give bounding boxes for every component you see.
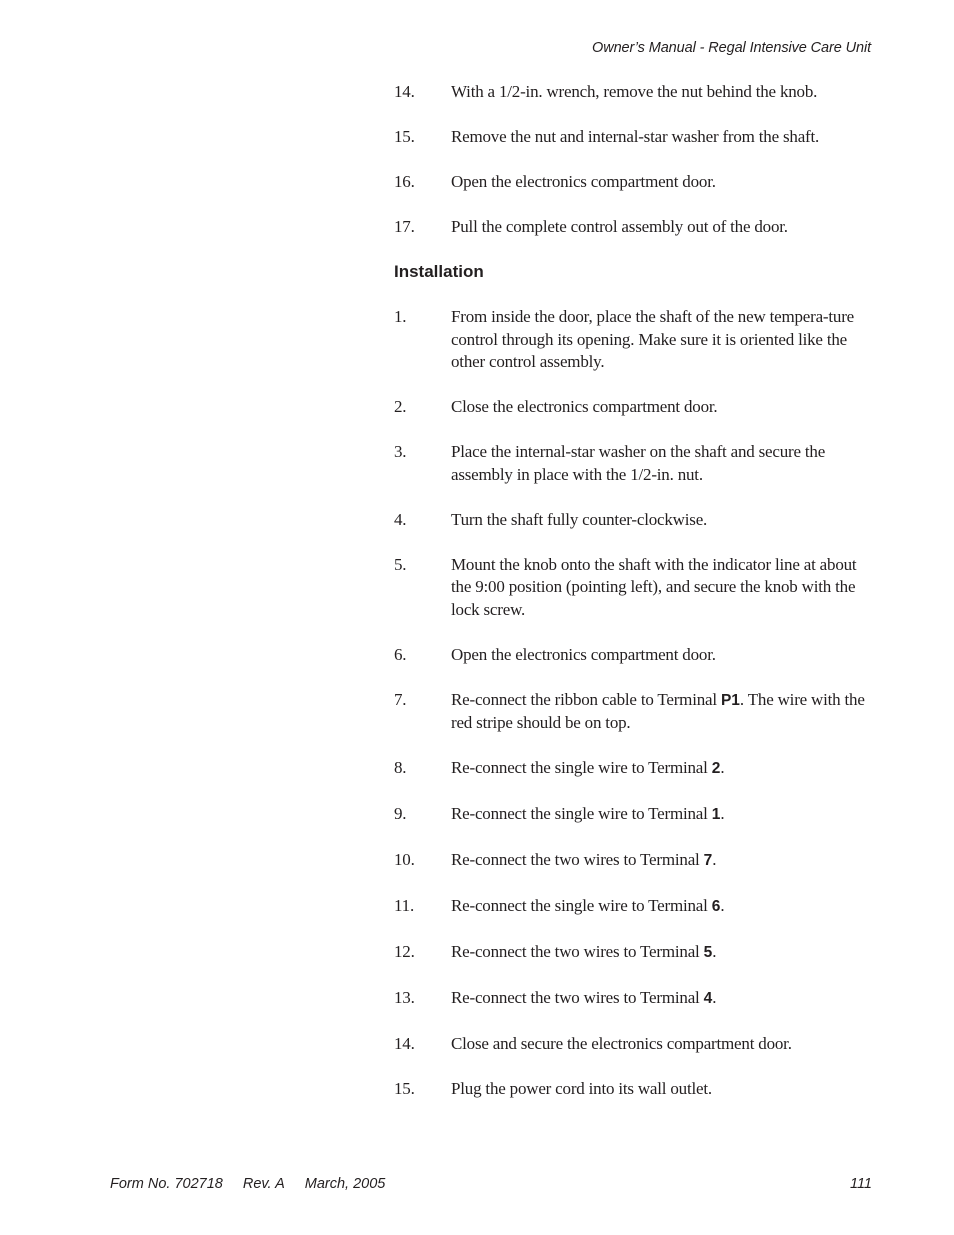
list-item	[394, 1078, 874, 1101]
list-item	[394, 644, 874, 667]
step-number: 14.	[394, 82, 415, 101]
step-number: 14.	[394, 1034, 415, 1053]
step-number: 4.	[394, 509, 407, 529]
step-number: 9.	[394, 804, 407, 823]
publication-date: March, 2005	[304, 1176, 386, 1192]
step-text: With a 1/2-in. wrench, remove the nut behind the knob.	[451, 82, 818, 101]
list-item	[394, 126, 874, 149]
terminal-label: 2	[711, 760, 721, 777]
step-text-suffix: .	[720, 896, 725, 915]
step-number: 6.	[394, 644, 407, 664]
step-text-suffix: .	[720, 804, 725, 823]
step-number: 10.	[394, 850, 415, 869]
list-item	[394, 803, 874, 827]
step-number: 12.	[394, 942, 415, 961]
terminal-label: P1	[720, 691, 740, 709]
step-text-prefix: Re-connect the single wire to Terminal	[451, 896, 712, 915]
step-text-prefix: Re-connect the two wires to Terminal	[451, 942, 704, 961]
step-text	[451, 689, 874, 735]
step-number: 2.	[394, 397, 407, 416]
step-text: Open the electronics compartment door.	[451, 644, 716, 664]
step-text: Remove the nut and internal-star washer from the shaft.	[451, 127, 820, 146]
page-footer	[110, 1176, 872, 1192]
list-item	[394, 216, 874, 239]
step-text: From inside the door, place the shaft of the new tempera-ture control through its opening. Make sure it is oriented like the other control assembly.	[451, 307, 855, 371]
list-item	[394, 81, 874, 104]
step-number: 3.	[394, 442, 407, 461]
step-number: 16.	[394, 172, 415, 191]
step-text-suffix: .	[712, 988, 717, 1007]
step-text-prefix: Re-connect the single wire to Terminal	[451, 758, 712, 777]
step-text: Plug the power cord into its wall outlet.	[451, 1079, 712, 1098]
list-item	[394, 171, 874, 194]
step-number: 11.	[394, 896, 415, 915]
step-text	[451, 849, 874, 873]
step-text-suffix: . The wire with the red stripe should be on top.	[451, 689, 865, 732]
step-number: 15.	[394, 1079, 415, 1098]
list-item	[394, 396, 874, 419]
step-number: 13.	[394, 988, 415, 1007]
step-text: Open the electronics compartment door.	[451, 172, 716, 191]
terminal-label: 1	[711, 806, 721, 823]
list-item	[394, 757, 874, 781]
step-number: 15.	[394, 127, 415, 146]
step-number: 8.	[394, 758, 407, 777]
page-header: Owner’s Manual - Regal Intensive Care Unit	[592, 40, 871, 56]
step-text: Close and secure the electronics compartment door.	[451, 1034, 792, 1053]
revision: Rev. A	[242, 1176, 285, 1192]
step-text: Mount the knob onto the shaft with the indicator line at about the 9:00 position (pointing left), and secure the knob with the lock screw.	[451, 554, 857, 619]
removal-steps-list	[394, 81, 874, 239]
step-text	[451, 757, 874, 781]
step-number: 7.	[394, 689, 407, 709]
form-number: Form No. 702718	[110, 1176, 223, 1192]
step-text-suffix: .	[712, 942, 717, 961]
installation-heading: Installation	[394, 262, 484, 281]
installation-steps-list	[394, 306, 874, 1101]
list-item	[394, 1033, 874, 1056]
step-text-prefix: Re-connect the ribbon cable to Terminal	[451, 689, 721, 709]
step-text	[451, 941, 874, 965]
step-text: Place the internal-star washer on the shaft and secure the assembly in place with the 1/2-in. nut.	[451, 442, 826, 484]
list-item	[394, 689, 874, 735]
list-item	[394, 987, 874, 1011]
list-item	[394, 895, 874, 919]
page-number: 111	[849, 1176, 872, 1192]
list-item	[394, 554, 874, 622]
step-text	[451, 987, 874, 1011]
step-text: Turn the shaft fully counter-clockwise.	[451, 509, 708, 529]
step-text	[451, 803, 874, 827]
list-item	[394, 849, 874, 873]
terminal-label: 4	[703, 990, 713, 1007]
step-text: Close the electronics compartment door.	[451, 397, 718, 416]
step-text-prefix: Re-connect the two wires to Terminal	[451, 850, 704, 869]
terminal-label: 5	[703, 944, 713, 961]
list-item	[394, 941, 874, 965]
list-item	[394, 509, 874, 532]
step-number: 17.	[394, 217, 415, 236]
step-text-prefix: Re-connect the single wire to Terminal	[451, 804, 712, 823]
main-content	[394, 81, 874, 1123]
terminal-label: 6	[711, 898, 721, 915]
step-text-suffix: .	[720, 758, 725, 777]
list-item	[394, 306, 874, 374]
step-text-suffix: .	[712, 850, 717, 869]
step-number: 1.	[394, 307, 407, 326]
step-number: 5.	[394, 554, 407, 574]
step-text: Pull the complete control assembly out of the door.	[451, 217, 788, 236]
step-text-prefix: Re-connect the two wires to Terminal	[451, 988, 704, 1007]
terminal-label: 7	[703, 852, 713, 869]
list-item	[394, 441, 874, 486]
step-text	[451, 895, 874, 919]
